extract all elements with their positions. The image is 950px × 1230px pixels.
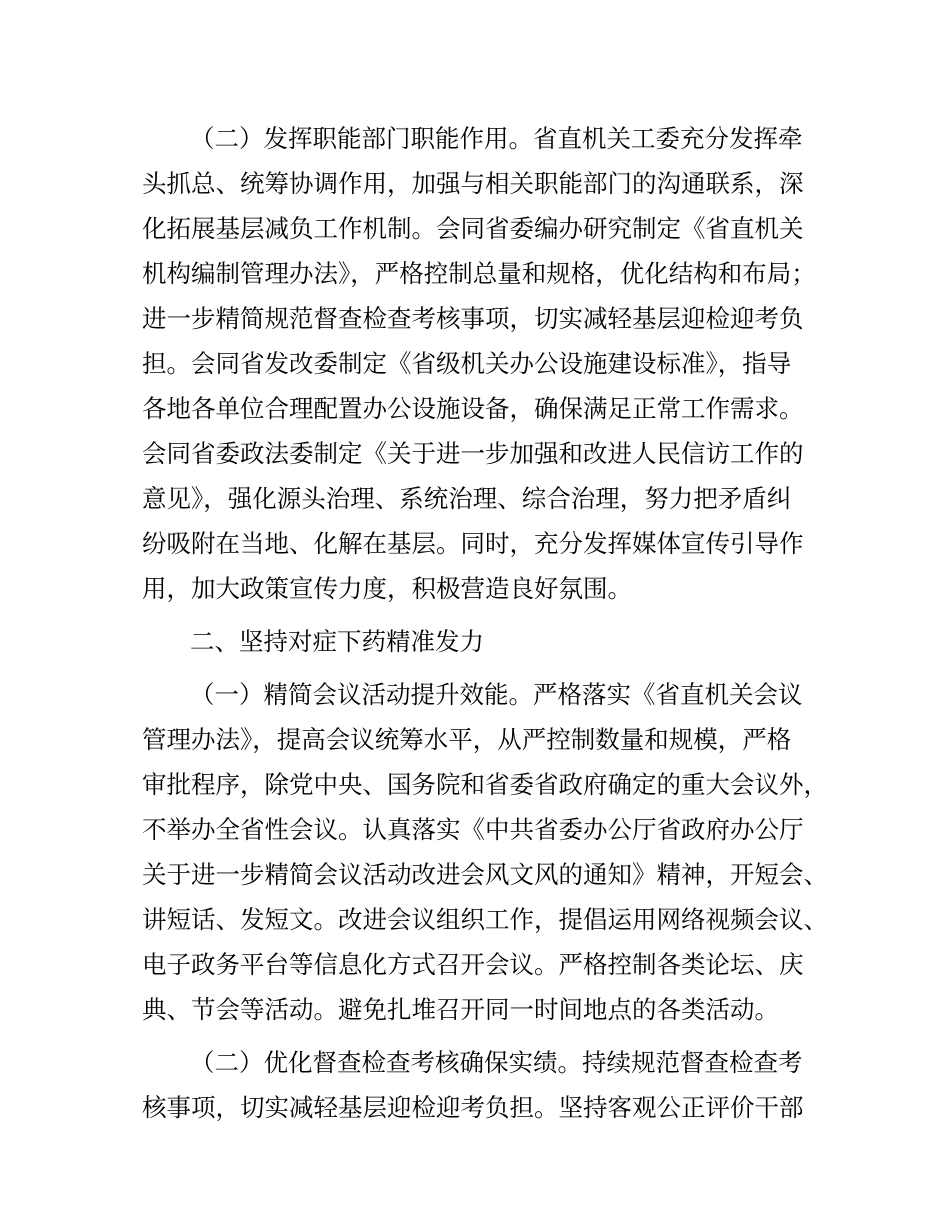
text-line: （二）发挥职能部门职能作用。省直机关工委充分发挥牵 — [190, 124, 803, 153]
text-line: 会同省委政法委制定《关于进一步加强和改进人民信访工作的 — [142, 439, 804, 468]
text-line: 化拓展基层减负工作机制。会同省委编办研究制定《省直机关 — [142, 214, 804, 243]
text-line: 担。会同省发改委制定《省级机关办公设施建设标准》，指导 — [142, 349, 792, 378]
text-line: （二）优化督查检查考核确保实绩。持续规范督查检查考 — [190, 1048, 803, 1077]
text-line: 管理办法》，提高会议统筹水平，从严控制数量和规模，严格 — [142, 725, 792, 754]
text-line: 意见》，强化源头治理、系统治理、综合治理，努力把矛盾纠 — [142, 484, 792, 513]
text-line: 典、节会等活动。避免扎堆召开同一时间地点的各类活动。 — [142, 995, 779, 1024]
text-line: （一）精简会议活动提升效能。严格落实《省直机关会议 — [190, 680, 803, 709]
text-line: 讲短话、发短文。改进会议组织工作，提倡运用网络视频会议、 — [142, 905, 828, 934]
text-line: 用，加大政策宣传力度，积极营造良好氛围。 — [142, 574, 632, 603]
section-heading: 二、坚持对症下药精准发力 — [190, 627, 484, 656]
text-line: 关于进一步精简会议活动改进会风文风的通知》精神，开短会、 — [142, 860, 828, 889]
text-line: 纷吸附在当地、化解在基层。同时，充分发挥媒体宣传引导作 — [142, 529, 804, 558]
text-line: 各地各单位合理配置办公设施设备，确保满足正常工作需求。 — [142, 394, 804, 423]
text-line: 机构编制管理办法》，严格控制总量和规格，优化结构和布局； — [142, 259, 816, 288]
text-line: 头抓总、统筹协调作用，加强与相关职能部门的沟通联系，深 — [142, 169, 804, 198]
text-line: 审批程序，除党中央、国务院和省委省政府确定的重大会议外， — [142, 770, 828, 799]
text-line: 电子政务平台等信息化方式召开会议。严格控制各类论坛、庆 — [142, 950, 804, 979]
text-line: 进一步精简规范督查检查考核事项，切实减轻基层迎检迎考负 — [142, 304, 804, 333]
text-line: 不举办全省性会议。认真落实《中共省委办公厅省政府办公厅 — [142, 815, 804, 844]
text-line: 核事项，切实减轻基层迎检迎考负担。坚持客观公正评价干部 — [142, 1093, 804, 1122]
